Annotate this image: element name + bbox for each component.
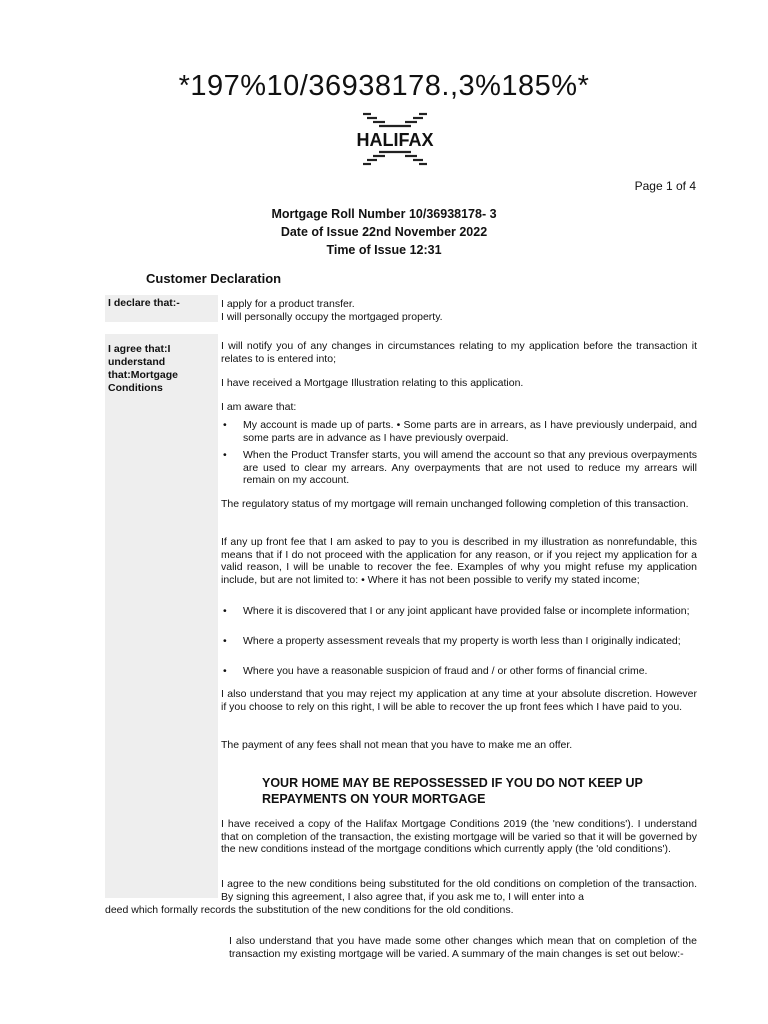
barcode-text: *197%10/36938178.,3%185%* <box>178 70 590 102</box>
date-of-issue: Date of Issue 22nd November 2022 <box>280 225 488 239</box>
declare-text-1: I apply for a product transfer. <box>221 298 355 310</box>
bullet: • <box>223 449 227 461</box>
bullet-item-3: Where it is discovered that I or any joint applicant have provided false or incomplete information; <box>243 605 690 617</box>
regulatory-status: The regulatory status of my mortgage will remain unchanged following completion of this transaction. <box>221 498 689 510</box>
conditions-received: I have received a copy of the Halifax Mortgage Conditions 2019 (the 'new conditions'). I understand that on completion of the transaction, the existing mortgage will be varied so that it will be governed by the new conditions instead of the mortgage conditions which currently apply (the 'old conditions'). <box>221 818 697 856</box>
bullet: • <box>223 665 227 677</box>
mortgage-roll-number: Mortgage Roll Number 10/36938178- 3 <box>271 207 497 221</box>
agree-aware: I am aware that: <box>221 401 297 413</box>
bullet-item-4: Where a property assessment reveals that my property is worth less than I originally indicated; <box>243 635 681 647</box>
declare-text-2: I will personally occupy the mortgaged property. <box>221 311 443 323</box>
reject-discretion: I also understand that you may reject my application at any time at your absolute discretion. However if you choose to rely on this right, I will be able to recover the up front fees which I have paid to you. <box>221 688 697 713</box>
bullet: • <box>223 419 227 431</box>
page-number: Page 1 of 4 <box>634 179 696 193</box>
declare-label: I declare that:- <box>108 297 180 309</box>
agree-label: I agree that:I understand that:Mortgage Conditions <box>108 343 178 394</box>
bullet-item-1: My account is made up of parts. • Some parts are in arrears, as I have previously underpaid, and some parts are in advance as I have previously overpaid. <box>243 419 697 444</box>
bullet-item-2: When the Product Transfer starts, you will amend the account so that any previous overpayments are used to clear my arrears. Any overpayments that are not used to reduce my arrears will remain on my account. <box>243 449 697 487</box>
section-title: Customer Declaration <box>146 271 282 286</box>
other-changes: I also understand that you have made some other changes which mean that on completion of the transaction my existing mortgage will be varied. A summary of the main changes is set out below:- <box>229 935 697 960</box>
logo-text: HALIFAX <box>356 130 434 150</box>
agree-notify: I will notify you of any changes in circumstances relating to my application before the transaction it relates to is entered into; <box>221 340 697 365</box>
agree-illustration: I have received a Mortgage Illustration relating to this application. <box>221 377 524 389</box>
fees-no-offer: The payment of any fees shall not mean that you have to make me an offer. <box>221 739 573 751</box>
label-separator <box>105 322 218 334</box>
bullet-item-5: Where you have a reasonable suspicion of fraud and / or other forms of financial crime. <box>243 665 648 677</box>
bullet: • <box>223 605 227 617</box>
halifax-x-logo <box>349 112 441 166</box>
conditions-agree: I agree to the new conditions being substituted for the old conditions on completion of the transaction. By signing this agreement, I also agree that, if you ask me to, I will enter into a <box>221 878 697 903</box>
bullet: • <box>223 635 227 647</box>
conditions-deed: deed which formally records the substitution of the new conditions for the old conditions. <box>105 904 514 916</box>
time-of-issue: Time of Issue 12:31 <box>326 243 442 257</box>
upfront-fee: If any up front fee that I am asked to pay to you is described in my illustration as nonrefundable, this means that if I do not proceed with the application for any reason, or if you reject my application for a valid reason, I will be unable to recover the fee. Examples of why you might refuse my application include, but are not limited to: • Where it has not been possible to verify my stated income; <box>221 536 697 586</box>
repossession-warning: YOUR HOME MAY BE REPOSSESSED IF YOU DO NOT KEEP UP REPAYMENTS ON YOUR MORTGAGE <box>262 776 643 806</box>
